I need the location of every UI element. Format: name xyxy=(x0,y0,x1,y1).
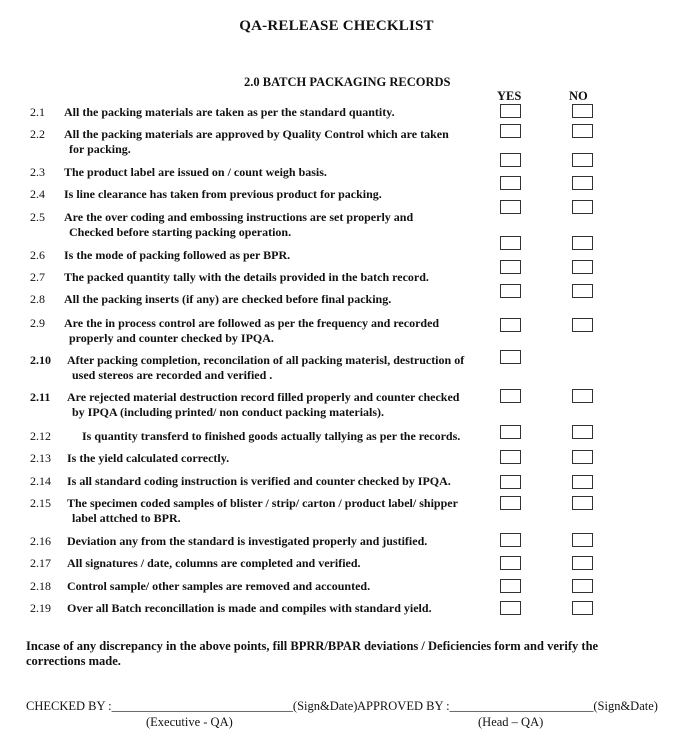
item-text xyxy=(67,451,507,466)
no-checkbox[interactable] xyxy=(572,496,593,510)
item-text xyxy=(67,474,507,489)
no-checkbox[interactable] xyxy=(572,104,593,118)
section-heading: 2.0 BATCH PACKAGING RECORDS xyxy=(244,75,451,89)
item-number: 2.11 xyxy=(30,390,51,404)
yes-column-header: YES xyxy=(497,89,522,103)
yes-checkbox[interactable] xyxy=(500,236,521,250)
item-number: 2.14 xyxy=(30,474,51,488)
item-text xyxy=(64,187,504,202)
item-number: 2.12 xyxy=(30,429,51,443)
item-text-line: used stereos are recorded and verified . xyxy=(72,368,273,382)
item-text-line: Is all standard coding instruction is verified and counter checked by IPQA. xyxy=(67,474,451,488)
no-checkbox[interactable] xyxy=(572,579,593,593)
item-number: 2.9 xyxy=(30,316,45,330)
item-text-line: After packing completion, reconcilation of all packing materisl, destruction of xyxy=(67,353,465,367)
yes-checkbox[interactable] xyxy=(500,200,521,214)
no-checkbox[interactable] xyxy=(572,601,593,615)
item-text xyxy=(67,556,507,571)
item-number: 2.3 xyxy=(30,165,45,179)
item-number: 2.13 xyxy=(30,451,51,465)
checked-by-line: CHECKED BY :_____________________________(Sign&Date) xyxy=(26,699,358,713)
item-number: 2.18 xyxy=(30,579,51,593)
item-number: 2.4 xyxy=(30,187,45,201)
item-text-line: Is the mode of packing followed as per BPR. xyxy=(64,248,291,262)
item-number: 2.8 xyxy=(30,292,45,306)
item-number: 2.5 xyxy=(30,210,45,224)
no-checkbox[interactable] xyxy=(572,236,593,250)
item-text xyxy=(64,105,504,120)
item-text xyxy=(67,353,507,383)
item-text-line: for packing. xyxy=(69,142,131,156)
no-checkbox[interactable] xyxy=(572,260,593,274)
no-checkbox[interactable] xyxy=(572,318,593,332)
item-text-line: The specimen coded samples of blister / strip/ carton / product label/ shipper xyxy=(67,496,458,510)
item-number: 2.16 xyxy=(30,534,51,548)
no-checkbox[interactable] xyxy=(572,200,593,214)
no-column-header: NO xyxy=(569,89,588,103)
item-text xyxy=(64,210,504,240)
yes-checkbox[interactable] xyxy=(500,260,521,274)
item-text-line: All the packing inserts (if any) are checked before final packing. xyxy=(64,292,392,306)
item-text xyxy=(64,270,504,285)
item-text xyxy=(67,534,507,549)
yes-checkbox[interactable] xyxy=(500,104,521,118)
item-text xyxy=(64,127,504,157)
yes-checkbox[interactable] xyxy=(500,124,521,138)
item-text-line: The packed quantity tally with the details provided in the batch record. xyxy=(64,270,429,284)
item-text-line: All the packing materials are approved by Quality Control which are taken xyxy=(64,127,449,141)
discrepancy-note: Incase of any discrepancy in the above points, fill BPRR/BPAR deviations / Deficiencies form and verify the corrections made. xyxy=(26,639,599,668)
yes-checkbox[interactable] xyxy=(500,579,521,593)
no-checkbox[interactable] xyxy=(572,475,593,489)
item-text-line: Is quantity transferd to finished goods actually tallying as per the records. xyxy=(82,429,461,443)
item-text-line: The product label are issued on / count weigh basis. xyxy=(64,165,327,179)
item-text xyxy=(67,601,507,616)
item-text xyxy=(64,248,504,263)
item-number: 2.7 xyxy=(30,270,45,284)
item-number: 2.1 xyxy=(30,105,45,119)
approved-by-role: (Head – QA) xyxy=(478,715,544,729)
yes-checkbox[interactable] xyxy=(500,533,521,547)
no-checkbox[interactable] xyxy=(572,533,593,547)
no-checkbox[interactable] xyxy=(572,153,593,167)
item-text xyxy=(67,579,507,594)
item-text xyxy=(64,292,504,307)
no-checkbox[interactable] xyxy=(572,389,593,403)
no-checkbox[interactable] xyxy=(572,450,593,464)
item-number: 2.2 xyxy=(30,127,45,141)
yes-checkbox[interactable] xyxy=(500,318,521,332)
item-text-line: label attched to BPR. xyxy=(72,511,181,525)
item-number: 2.6 xyxy=(30,248,45,262)
yes-checkbox[interactable] xyxy=(500,496,521,510)
no-checkbox[interactable] xyxy=(572,284,593,298)
item-text-line: Checked before starting packing operation. xyxy=(69,225,292,239)
yes-checkbox[interactable] xyxy=(500,475,521,489)
yes-checkbox[interactable] xyxy=(500,153,521,167)
item-text-line: Is the yield calculated correctly. xyxy=(67,451,230,465)
yes-checkbox[interactable] xyxy=(500,350,521,364)
item-number: 2.19 xyxy=(30,601,51,615)
item-text xyxy=(82,429,522,444)
checked-by-role: (Executive - QA) xyxy=(146,715,233,729)
item-text-line: Control sample/ other samples are removed and accounted. xyxy=(67,579,371,593)
item-text-line: Over all Batch reconcillation is made and compiles with standard yield. xyxy=(67,601,432,615)
yes-checkbox[interactable] xyxy=(500,601,521,615)
item-text-line: Is line clearance has taken from previous product for packing. xyxy=(64,187,382,201)
yes-checkbox[interactable] xyxy=(500,389,521,403)
item-text-line: Are the over coding and embossing instructions are set properly and xyxy=(64,210,414,224)
item-number: 2.10 xyxy=(30,353,51,367)
item-text-line: by IPQA (including printed/ non conduct packing materials). xyxy=(72,405,385,419)
no-checkbox[interactable] xyxy=(572,556,593,570)
item-text xyxy=(67,496,507,526)
item-text xyxy=(64,316,504,346)
yes-checkbox[interactable] xyxy=(500,450,521,464)
yes-checkbox[interactable] xyxy=(500,556,521,570)
yes-checkbox[interactable] xyxy=(500,284,521,298)
yes-checkbox[interactable] xyxy=(500,425,521,439)
yes-checkbox[interactable] xyxy=(500,176,521,190)
item-number: 2.17 xyxy=(30,556,51,570)
no-checkbox[interactable] xyxy=(572,425,593,439)
no-checkbox[interactable] xyxy=(572,176,593,190)
item-number: 2.15 xyxy=(30,496,51,510)
item-text-line: Are rejected material destruction record filled properly and counter checked xyxy=(67,390,460,404)
approved-by-line: APPROVED BY :_______________________(Sign&Date) xyxy=(357,699,658,713)
item-text xyxy=(64,165,504,180)
item-text-line: All signatures / date, columns are completed and verified. xyxy=(67,556,361,570)
item-text xyxy=(67,390,507,420)
no-checkbox[interactable] xyxy=(572,124,593,138)
page-title: QA-RELEASE CHECKLIST xyxy=(239,18,434,34)
item-text-line: Deviation any from the standard is investigated properly and justified. xyxy=(67,534,428,548)
item-text-line: All the packing materials are taken as per the standard quantity. xyxy=(64,105,395,119)
item-text-line: Are the in process control are followed as per the frequency and recorded xyxy=(64,316,440,330)
item-text-line: properly and counter checked by IPQA. xyxy=(69,331,274,345)
